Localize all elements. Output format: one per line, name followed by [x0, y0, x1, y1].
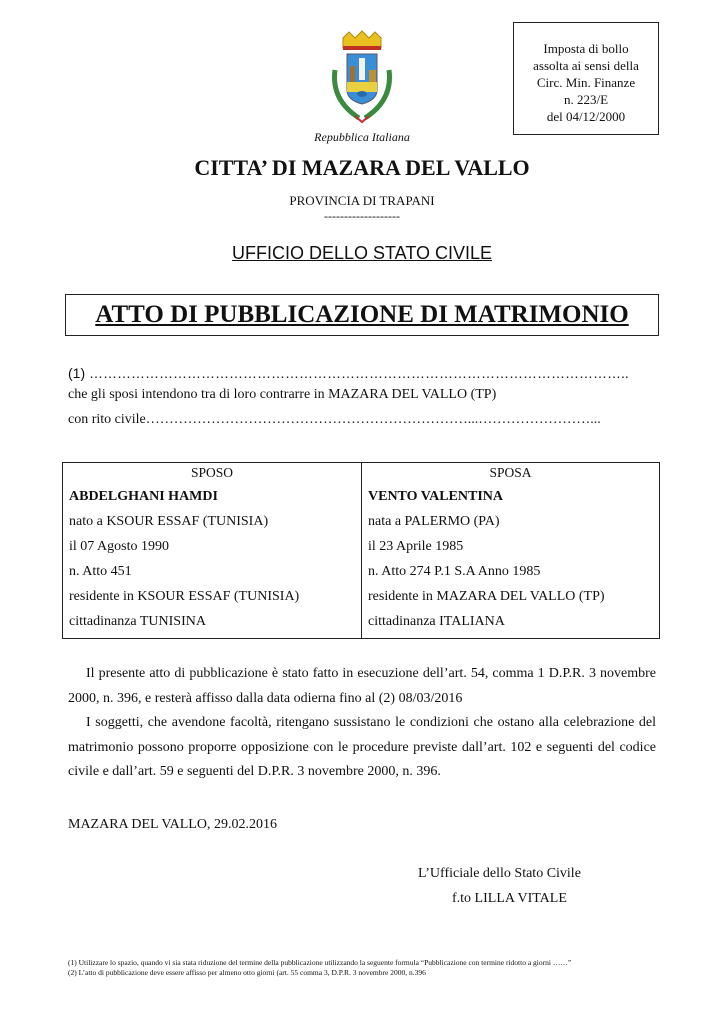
stamp-line: Imposta di bollo — [543, 41, 629, 56]
stamp-line: assolta ai sensi della — [533, 58, 639, 73]
republic-label: Repubblica Italiana — [314, 130, 410, 144]
groom-citizenship: cittadinanza TUNISINA — [69, 614, 206, 629]
intro-line-2: che gli sposi intendono tra di loro contrarre in MAZARA DEL VALLO (TP) — [68, 387, 497, 402]
coat-of-arms-icon — [325, 30, 399, 130]
paragraph-opposition: I soggetti, che avendone facoltà, ritengano sussistano le condizioni che ostano alla celebrazione del matrimonio possono proporre opposizione con le procedure previste dall’art. 102 e seguenti del codice civile e dall’art. 59 e seguenti del D.P.R. 3 novembre 2000, n. 396. — [68, 715, 656, 779]
groom-header: SPOSO — [190, 465, 234, 480]
bride-name: VENTO VALENTINA — [368, 489, 503, 504]
signature-name: f.to LILLA VITALE — [452, 891, 567, 906]
signature-role: L’Ufficiale dello Stato Civile — [418, 866, 581, 881]
footnotes — [68, 958, 571, 978]
province-label: PROVINCIA DI TRAPANI — [289, 193, 435, 208]
groom-residence: residente in KSOUR ESSAF (TUNISIA) — [69, 589, 300, 604]
footnote-1: (1) Utilizzare lo spazio, quando vi sia stata riduzione del termine della pubblicazione utilizzando la seguente formula “Pubblicazione con termine ridotto a giorni ……” — [68, 958, 572, 967]
groom-name: ABDELGHANI HAMDI — [69, 489, 218, 504]
stamp-line: del 04/12/2000 — [546, 109, 626, 124]
bride-birthplace: nata a PALERMO (PA) — [368, 514, 500, 529]
bride-birthdate: il 23 Aprile 1985 — [368, 539, 464, 554]
bride-column — [362, 463, 659, 638]
stamp-line: n. 223/E — [563, 92, 609, 107]
office-label: UFFICIO DELLO STATO CIVILE — [231, 243, 493, 263]
groom-birthdate: il 07 Agosto 1990 — [69, 539, 169, 554]
stamp-duty-box — [513, 22, 659, 135]
place-date: MAZARA DEL VALLO, 29.02.2016 — [68, 817, 277, 832]
stamp-line: Circ. Min. Finanze — [536, 75, 636, 90]
footnote-2: (2) L’atto di pubblicazione deve essere affisso per almeno otto giorni (art. 55 comma 3, D.P.R. 3 novembre 2000, n.396 — [68, 968, 426, 977]
paragraph-publication: Il presente atto di pubblicazione è stato fatto in esecuzione dell’art. 54, comma 1 D.P.R. 3 novembre 2000, n. 396, e resterà affisso dalla data odierna fino al (2) 08/03/2016 — [68, 666, 656, 706]
groom-birthplace: nato a KSOUR ESSAF (TUNISIA) — [69, 514, 269, 529]
document-title: ATTO DI PUBBLICAZIONE DI MATRIMONIO — [65, 294, 659, 336]
bride-header: SPOSA — [489, 465, 532, 480]
intro-line-3: con rito civile……………………………………………………………...……………………... — [68, 412, 601, 427]
groom-atto: n. Atto 451 — [69, 564, 132, 579]
bride-citizenship: cittadinanza ITALIANA — [368, 614, 505, 629]
spouses-table — [62, 462, 660, 639]
separator: ------------------- — [324, 209, 400, 223]
city-title: CITTA’ DI MAZARA DEL VALLO — [194, 155, 530, 180]
intro-line-1: (1) …………………………………………………………………………………………………….. — [68, 365, 629, 381]
bride-residence: residente in MAZARA DEL VALLO (TP) — [368, 589, 605, 604]
bride-atto: n. Atto 274 P.1 S.A Anno 1985 — [368, 564, 541, 579]
groom-column — [63, 463, 362, 638]
